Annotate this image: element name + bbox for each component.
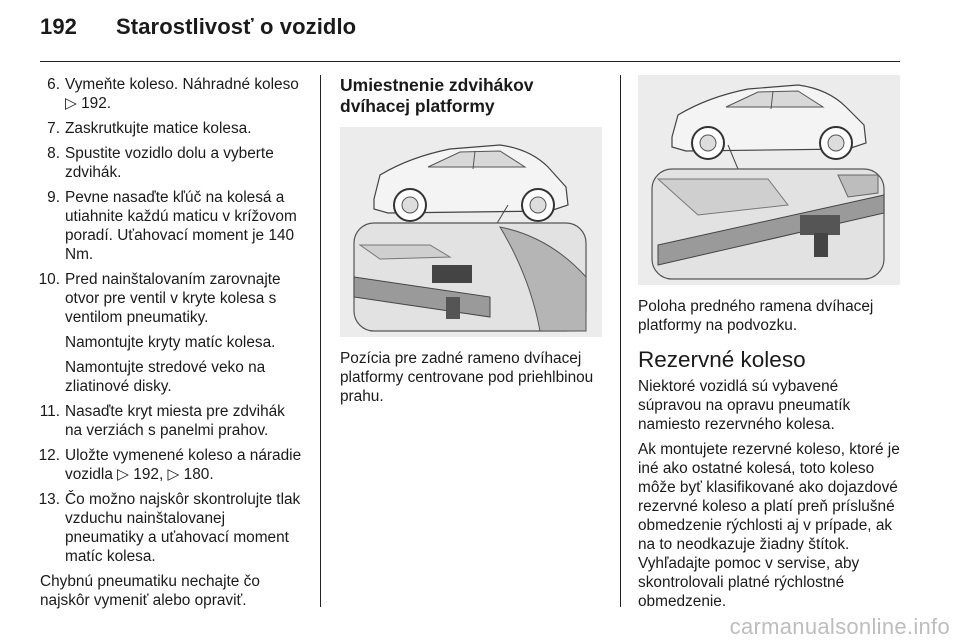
column-1 bbox=[40, 75, 305, 616]
step-text: Spustite vozidlo dolu a vyberte zdvihák. bbox=[65, 145, 274, 181]
column-2 bbox=[340, 75, 605, 412]
step-text: Uložte vymenené koleso a náradie vozidla ▷ 192, ▷ 180. bbox=[65, 447, 302, 483]
step-number: 13. bbox=[38, 491, 60, 508]
list-item bbox=[40, 270, 305, 396]
section-heading: Umiestnenie zdvihákov dvíhacej platformy bbox=[340, 75, 534, 116]
car-illustration bbox=[340, 127, 602, 337]
front-lift-point-figure bbox=[638, 75, 900, 285]
page-title: Starostlivosť o vozidlo bbox=[116, 14, 357, 39]
step-text: Namontujte kryty matíc kolesa. bbox=[65, 334, 276, 351]
car-illustration bbox=[638, 75, 900, 285]
column-divider bbox=[320, 75, 321, 607]
step-number: 9. bbox=[47, 189, 60, 206]
step-number: 12. bbox=[38, 447, 60, 464]
step-number: 11. bbox=[39, 403, 60, 420]
step-list bbox=[40, 75, 305, 566]
body-paragraph: Ak montujete rezervné koleso, ktoré je iné ako ostatné kolesá, toto koleso môže byť klasifikované ako dojazdové rezervné koleso a platí preň príslušné obmedzenie rýchlosti aj v prípade, ak na to neodkazuje žiadny štítok. Vyhľadajte pomoc v servise, aby skontrolovali platné rýchlostné obmedzenie. bbox=[638, 441, 900, 610]
list-item bbox=[40, 446, 305, 484]
list-item bbox=[40, 75, 305, 113]
list-item bbox=[40, 119, 305, 138]
list-item bbox=[40, 144, 305, 182]
step-text: Čo možno najskôr skontrolujte tlak vzduchu nainštalovanej pneumatiky a uťahovací moment matíc kolesa. bbox=[65, 491, 301, 565]
step-number: 7. bbox=[47, 120, 60, 137]
step-text: Nasaďte kryt miesta pre zdvihák na verziách s panelmi prahov. bbox=[65, 403, 285, 439]
step-text: Zaskrutkujte matice kolesa. bbox=[65, 120, 252, 137]
header-rule bbox=[40, 61, 900, 62]
step-number: 8. bbox=[47, 145, 60, 162]
step-text: Namontujte stredové veko na zliatinové disky. bbox=[65, 359, 266, 395]
step-number: 6. bbox=[47, 76, 60, 93]
section-heading: Rezervné koleso bbox=[638, 347, 806, 372]
step-number: 10. bbox=[38, 271, 60, 288]
step-text: Pred nainštalovaním zarovnajte otvor pre ventil v kryte kolesa s ventilom pneumatiky. bbox=[65, 271, 281, 326]
page-number: 192 bbox=[40, 14, 78, 39]
list-item bbox=[40, 188, 305, 264]
column-3 bbox=[638, 75, 903, 617]
column-divider bbox=[620, 75, 621, 607]
step-text: Pevne nasaďte kľúč na kolesá a utiahnite každú maticu v krížovom poradí. Uťahovací moment je 140 Nm. bbox=[65, 189, 297, 263]
list-item bbox=[40, 490, 305, 566]
figure-caption: Poloha predného ramena dvíhacej platformy na podvozku. bbox=[638, 298, 874, 334]
figure-caption: Pozícia pre zadné rameno dvíhacej platformy centrovane pod priehlbinou prahu. bbox=[340, 350, 594, 405]
body-paragraph: Niektoré vozidlá sú vybavené súpravou na opravu pneumatík namiesto rezervného kolesa. bbox=[638, 378, 851, 433]
watermark: carmanualsonline.info bbox=[729, 614, 950, 639]
closing-text: Chybnú pneumatiku nechajte čo najskôr vymeniť alebo opraviť. bbox=[40, 573, 260, 609]
rear-lift-point-figure bbox=[340, 127, 602, 337]
step-text: Vymeňte koleso. Náhradné koleso ▷ 192. bbox=[65, 76, 299, 112]
list-item bbox=[40, 402, 305, 440]
